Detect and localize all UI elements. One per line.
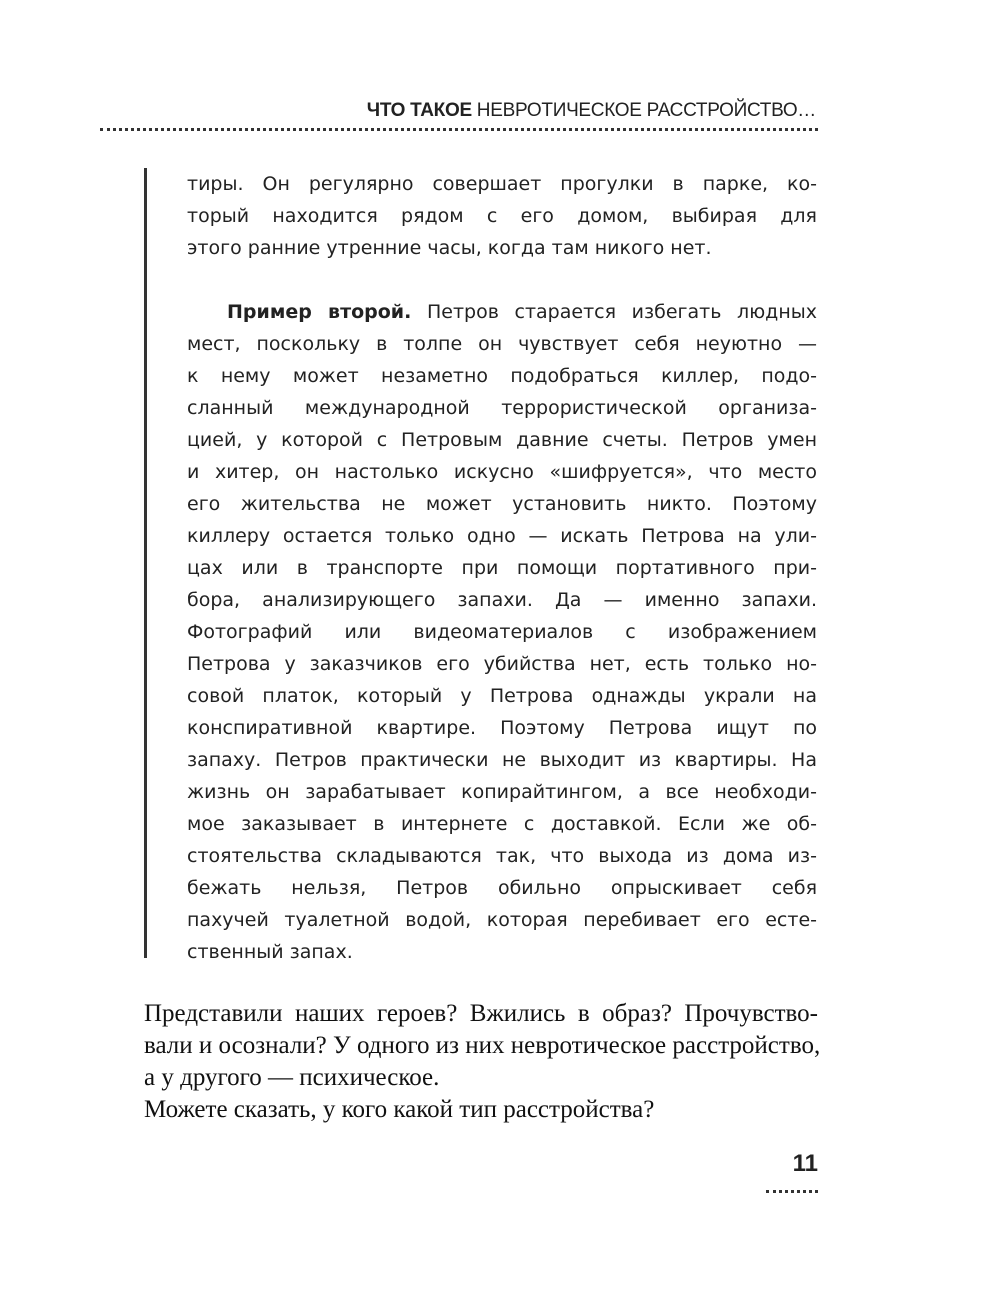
body-line: а у другого — психическое. <box>144 1064 440 1091</box>
example-heading: Пример второй. <box>227 301 412 323</box>
page-number-dotted-rule <box>766 1190 818 1193</box>
body-line: вали и осознали? У одного из них невротическое расстройство, <box>144 1032 821 1059</box>
quote-line: жизнь он зарабатывает копирайтингом, а все необходи- <box>187 781 817 803</box>
running-header-rest: НЕВРОТИЧЕСКОЕ РАССТРОЙСТВО… <box>471 100 816 121</box>
quote-line: Фотографий или видеоматериалов с изображением <box>187 621 817 643</box>
quote-line: стоятельства складываются так, что выхода из дома из- <box>187 845 817 867</box>
body-line: Можете сказать, у кого какой тип расстройства? <box>144 1096 655 1123</box>
quote-line: и хитер, он настолько искусно «шифруется», что место <box>187 461 817 483</box>
running-header-bold: ЧТО ТАКОЕ <box>366 100 472 121</box>
body-line: Представили наших героев? Вжились в образ? Прочувство- <box>144 1000 818 1027</box>
quote-line: мое заказывает в интернете с доставкой. Если же об- <box>187 813 817 835</box>
quote-line: тиры. Он регулярно совершает прогулки в парке, ко- <box>187 173 817 195</box>
quote-line: ственный запах. <box>187 941 353 963</box>
example-quote-block <box>144 168 817 963</box>
quote-line: мест, поскольку в толпе он чувствует себя неуютно — <box>187 333 817 355</box>
quote-line: Петрова у заказчиков его убийства нет, есть только но- <box>187 653 817 675</box>
quote-line: запаху. Петров практически не выходит из квартиры. На <box>187 749 817 771</box>
header-dotted-rule <box>100 128 818 131</box>
quote-line: цах или в транспорте при помощи портативного при- <box>187 557 817 579</box>
quote-line: пахучей туалетной водой, которая перебивает его есте- <box>187 909 817 931</box>
quote-line: совой платок, который у Петрова однажды украли на <box>187 685 817 707</box>
quote-line: бежать нельзя, Петров обильно опрыскивает себя <box>187 877 817 899</box>
page-number: 11 <box>792 1150 818 1177</box>
quote-line: киллеру остается только одно — искать Петрова на ули- <box>187 525 817 547</box>
quote-line: этого ранние утренние часы, когда там никого нет. <box>187 237 712 259</box>
quote-line: цией, у которой с Петровым давние счеты. Петров умен <box>187 429 817 451</box>
quote-line: конспиративной квартире. Поэтому Петрова ищут по <box>187 717 817 739</box>
quote-line: его жительства не может установить никто. Поэтому <box>187 493 817 515</box>
quote-line: к нему может незаметно подобраться киллер, подо- <box>187 365 817 387</box>
quote-paragraph-start <box>227 296 817 328</box>
quote-line: Петров старается избегать людных <box>411 301 817 323</box>
quote-line: бора, анализирующего запахи. Да — именно запахи. <box>187 589 817 611</box>
running-header <box>100 100 816 122</box>
quote-line: торый находится рядом с его домом, выбирая для <box>187 205 817 227</box>
quote-line: сланный международной террористической организа- <box>187 397 817 419</box>
